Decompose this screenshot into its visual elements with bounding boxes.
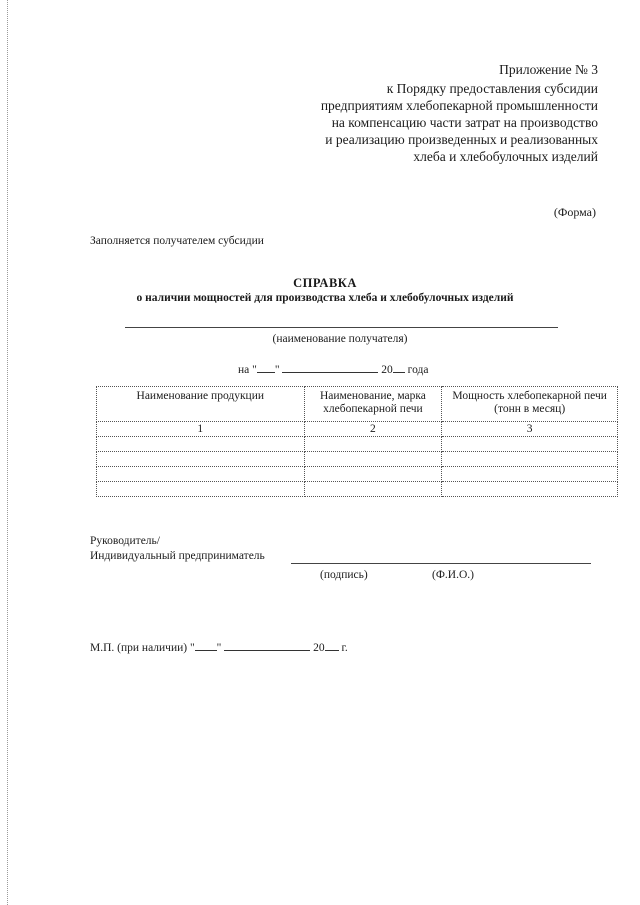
column-number: 2: [304, 422, 442, 437]
margin-dotted-line: [7, 0, 8, 905]
signature-caption: (подпись): [320, 569, 368, 581]
recipient-caption: (наименование получателя): [272, 333, 408, 345]
stamp-date-line: [90, 640, 348, 654]
table-header-row: [97, 387, 618, 422]
header-capacity: Мощность хлебопекарной печи (тонн в месяц): [442, 387, 618, 422]
form-note: (Форма): [553, 205, 596, 219]
date-suffix: года: [407, 364, 429, 376]
signature-line: [291, 563, 591, 564]
appendix-line-1: Приложение № 3: [499, 62, 598, 77]
stamp-prefix: М.П. (при наличии) ": [90, 642, 195, 654]
appendix-line-4: на компенсацию части затрат на производство: [331, 115, 598, 130]
date-prefix: на ": [238, 364, 257, 376]
appendix-line-6: хлеба и хлебобулочных изделий: [413, 149, 598, 164]
filled-by-note: Заполняется получателем субсидии: [90, 235, 264, 247]
year-blank: [393, 362, 405, 373]
stamp-mid: ": [216, 642, 222, 654]
appendix-line-2: к Порядку предоставления субсидии: [386, 81, 598, 96]
table-row: [97, 467, 618, 482]
appendix-line-5: и реализацию произведенных и реализованных: [325, 132, 598, 147]
year-prefix: 20: [381, 364, 393, 376]
column-number: 1: [97, 422, 305, 437]
signatory-title-line1: Руководитель/: [90, 535, 160, 547]
day-blank: [257, 362, 275, 373]
table-row: [97, 437, 618, 452]
name-caption: (Ф.И.О.): [432, 569, 474, 581]
year-blank: [325, 640, 339, 651]
table-number-row: [97, 422, 618, 437]
document-title: СПРАВКА: [293, 276, 357, 290]
header-oven: Наименование, марка хлебопекарной печи: [304, 387, 442, 422]
recipient-name-line: [125, 327, 558, 328]
month-blank: [224, 640, 310, 651]
header-product: Наименование продукции: [97, 387, 305, 422]
stamp-suffix: г.: [341, 642, 348, 654]
month-blank: [282, 362, 378, 373]
appendix-line-3: предприятиям хлебопекарной промышленности: [320, 98, 598, 113]
date-mid: ": [274, 364, 280, 376]
capacity-table: [96, 386, 618, 497]
table-row: [97, 482, 618, 497]
report-date-line: [238, 362, 428, 376]
signatory-title-line2: Индивидуальный предприниматель: [90, 550, 265, 562]
document-subtitle: о наличии мощностей для производства хлеба и хлебобулочных изделий: [136, 292, 514, 304]
day-blank: [195, 640, 217, 651]
stamp-year-prefix: 20: [313, 642, 325, 654]
column-number: 3: [442, 422, 618, 437]
table-row: [97, 452, 618, 467]
